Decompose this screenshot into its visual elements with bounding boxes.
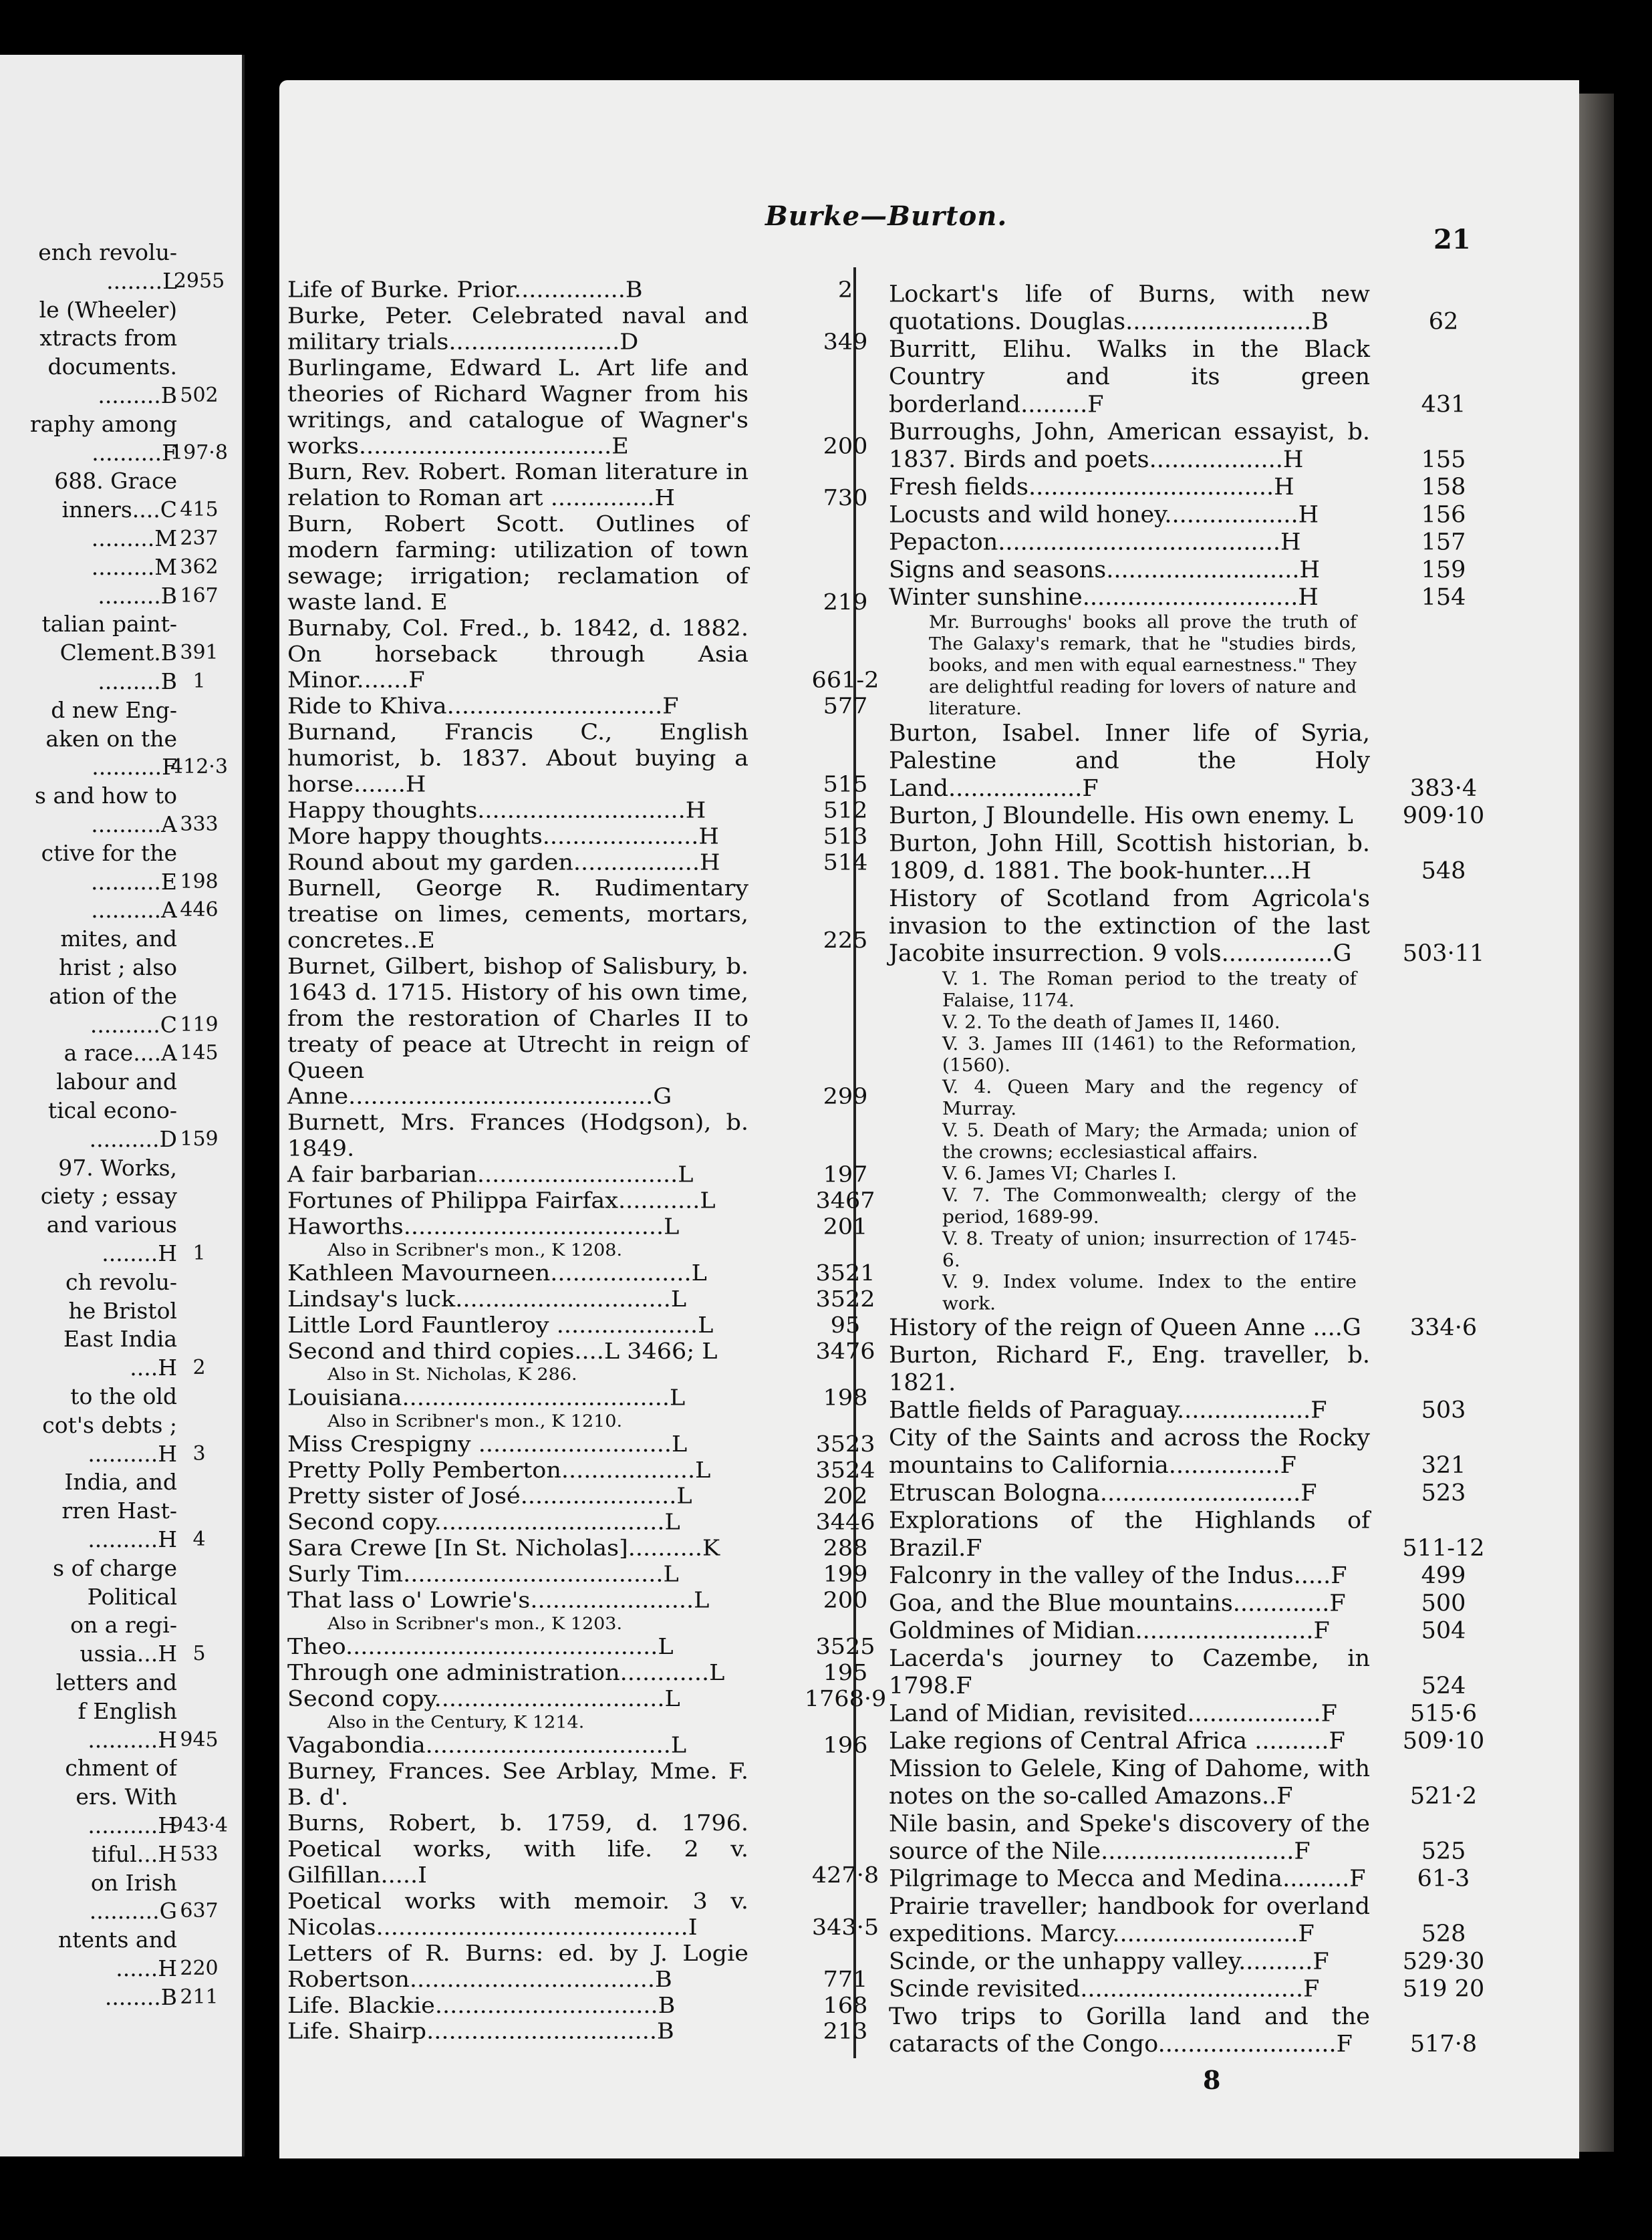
entry-number: 3523	[815, 1432, 875, 1457]
entry-number: 225	[823, 928, 868, 954]
left-page-line: ctive for the	[41, 839, 177, 866]
entry-number: 3476	[815, 1339, 875, 1365]
left-page-number: 5	[192, 1642, 206, 1666]
index-entry: Letters of R. Burns: ed. by J. Logie Robertson.................................B	[287, 1941, 748, 1993]
index-entry: Through one administration............L	[287, 1661, 725, 1686]
left-page-number: 362	[180, 555, 219, 579]
left-page-number: 4	[192, 1528, 206, 1551]
entry-number: 200	[823, 1588, 868, 1613]
index-entry: Lockart's life of Burns, with new quotations. Douglas.........................B	[889, 281, 1370, 335]
left-page-line: 688. Grace	[54, 468, 177, 495]
left-page-number: 198	[180, 869, 219, 893]
index-entry: V. 4. Queen Mary and the regency of Murray.	[942, 1076, 1357, 1119]
index-entry: Burton, John Hill, Scottish historian, b. 1809, d. 1881. The book-hunter....H	[889, 830, 1370, 885]
index-entry: Pepacton......................................H	[889, 529, 1301, 556]
left-page-number: 220	[180, 1957, 219, 1980]
index-entry: Mr. Burroughs' books all prove the truth of The Galaxy's remark, that he "studies birds, books, and men with equal earnestness." They are delightful reading for lovers of nature and literature.	[929, 611, 1357, 719]
entry-number: 529·30	[1402, 1949, 1485, 1975]
left-page-line: Political	[87, 1583, 177, 1610]
left-page-line: labour and	[56, 1069, 177, 1095]
index-entry: V. 8. Treaty of union; insurrection of 1745-6.	[942, 1227, 1357, 1271]
left-page-line: .........B	[98, 668, 177, 694]
entry-number: 95	[830, 1313, 861, 1339]
index-entry: Two trips to Gorilla land and the cataracts of the Congo........................F	[889, 2003, 1370, 2058]
entry-number: 288	[823, 1536, 868, 1561]
index-entry: City of the Saints and across the Rocky mountains to California...............F	[889, 1425, 1370, 1479]
left-page-line: ntents and	[57, 1927, 177, 1953]
entry-number: 3525	[815, 1635, 875, 1660]
index-entry: Burney, Frances. See Arblay, Mme. F. B. d'.	[287, 1759, 748, 1810]
index-entry: Battle fields of Paraguay..................F	[889, 1397, 1327, 1424]
index-entry: Nile basin, and Speke's discovery of the source of the Nile..........................F	[889, 1810, 1370, 1865]
entry-number: 202	[823, 1484, 868, 1510]
entry-number: 157	[1421, 529, 1466, 556]
page-number: 21	[1433, 224, 1471, 255]
index-entry: Life. Shairp...............................B	[287, 2019, 674, 2045]
index-entry: Also in St. Nicholas, K 286.	[327, 1365, 577, 1385]
index-entry: Miss Crespigny ..........................L	[287, 1432, 688, 1457]
left-page-line: rren Hast-	[61, 1498, 177, 1524]
left-page-line: hrist ; also	[59, 954, 177, 980]
index-entry: Locusts and wild honey..................H	[889, 501, 1319, 529]
index-entry: A fair barbarian...........................L	[287, 1162, 694, 1187]
index-entry: Round about my garden.................H	[287, 850, 720, 875]
entry-number: 730	[823, 486, 868, 511]
index-entry: Second copy...............................L	[287, 1510, 680, 1536]
left-page-line: 97. Works,	[58, 1154, 177, 1181]
entry-number: 519 20	[1402, 1976, 1485, 2003]
entry-number: 503·11	[1402, 940, 1485, 968]
entry-number: 155	[1421, 446, 1466, 473]
left-page-number: 637	[180, 1899, 219, 1923]
entry-number: 201	[823, 1214, 868, 1240]
index-entry: Signs and seasons..........................H	[889, 557, 1321, 583]
left-page-number: 533	[180, 1842, 219, 1866]
entry-number: 3467	[815, 1188, 875, 1214]
index-entry: Explorations of the Highlands of Brazil.F	[889, 1508, 1370, 1562]
index-entry: Burton, Isabel. Inner life of Syria, Palestine and the Holy Land..................F	[889, 720, 1370, 802]
entry-number: 517·8	[1409, 2031, 1478, 2058]
index-entry: Burton, J Bloundelle. His own enemy. L	[889, 803, 1353, 829]
entry-number: 334·6	[1409, 1314, 1478, 1341]
entry-number: 548	[1421, 858, 1466, 885]
entry-number: 159	[1421, 557, 1466, 583]
left-page-line: ..........H	[88, 1812, 177, 1838]
index-entry: Lacerda's journey to Cazembe, in 1798.F	[889, 1645, 1370, 1699]
entry-number: 528	[1421, 1921, 1466, 1948]
index-entry: Land of Midian, revisited..................F	[889, 1700, 1337, 1727]
entry-number: 515·6	[1409, 1700, 1478, 1727]
left-page-line: chment of	[65, 1755, 177, 1782]
left-page-line: .........M	[91, 553, 177, 580]
index-entry: Burnand, Francis C., English humorist, b. 1837. About buying a horse.......H	[287, 720, 748, 797]
index-entry: V. 7. The Commonwealth; clergy of the period, 1689-99.	[942, 1184, 1357, 1228]
index-entry: Kathleen Mavourneen...................L	[287, 1261, 707, 1286]
entry-number: 577	[823, 694, 868, 720]
entry-number: 515	[823, 772, 868, 797]
left-page-line: .........M	[91, 525, 177, 551]
entry-number: 219	[823, 590, 868, 615]
entry-number: 198	[823, 1385, 868, 1411]
entry-number: 383·4	[1409, 775, 1478, 802]
entry-number: 62	[1428, 309, 1459, 335]
entry-number: 195	[823, 1661, 868, 1686]
left-page-number: 145	[180, 1041, 219, 1065]
index-entry: Also in Scribner's mon., K 1203.	[327, 1614, 623, 1634]
left-page-line: ciety ; essay	[40, 1183, 177, 1210]
index-entry: Burton, Richard F., Eng. traveller, b. 1821.	[889, 1342, 1370, 1397]
left-page-line: on Irish	[90, 1869, 177, 1896]
left-page-line: ......H	[116, 1955, 177, 1981]
index-entry: Fresh fields.................................H	[889, 474, 1294, 501]
entry-number: 503	[1421, 1397, 1466, 1424]
index-entry: Scinde revisited..............................F	[889, 1976, 1320, 2003]
index-entry: Pretty sister of José.....................L	[287, 1484, 692, 1510]
index-entry: Burn, Rev. Robert. Roman literature in relation to Roman art ..............H	[287, 460, 748, 511]
left-page-number: 415	[180, 498, 219, 522]
index-entry: History of the reign of Queen Anne ....G	[889, 1314, 1361, 1341]
left-page-line: Clement.B	[59, 640, 177, 666]
left-page-line: ..........E	[91, 868, 177, 895]
entry-number: 499	[1421, 1562, 1466, 1589]
left-page-line: ..........A	[91, 811, 177, 837]
index-entry: Sara Crewe [In St. Nicholas]..........K	[287, 1536, 720, 1561]
entry-number: 197	[823, 1162, 868, 1187]
entry-number: 3446	[815, 1510, 875, 1536]
index-entry: Second copy...............................L	[287, 1687, 680, 1712]
entry-number: 158	[1421, 474, 1466, 501]
index-entry: Also in Scribner's mon., K 1210.	[327, 1411, 623, 1431]
left-page-number: 119	[180, 1012, 219, 1036]
left-page-number: 333	[180, 813, 219, 836]
left-page-line: ..........H	[88, 1726, 177, 1753]
index-entry: Pilgrimage to Mecca and Medina.........F	[889, 1866, 1366, 1893]
left-page-number: 3	[192, 1441, 206, 1465]
left-page-line: ..........H	[88, 1440, 177, 1467]
left-page-line: ench revolu-	[38, 239, 177, 265]
index-entry: V. 1. The Roman period to the treaty of Falaise, 1174.	[942, 968, 1357, 1011]
left-page-number: 2955	[173, 269, 225, 293]
index-entry: Burnell, George R. Rudimentary treatise on limes, cements, mortars, concretes..E	[287, 876, 748, 954]
left-page-line: letters and	[55, 1669, 177, 1695]
index-entry: Goldmines of Midian........................F	[889, 1618, 1330, 1645]
index-entry: Also in Scribner's mon., K 1208.	[327, 1240, 623, 1260]
entry-number: 523	[1421, 1480, 1466, 1507]
left-page-line: ........L	[106, 267, 177, 294]
index-entry: Burritt, Elihu. Walks in the Black Country and its green borderland.........F	[889, 336, 1370, 418]
index-entry: More happy thoughts.....................H	[287, 824, 719, 849]
entry-number: 909·10	[1402, 803, 1485, 829]
left-page-number: 237	[180, 527, 219, 550]
index-entry: Louisiana....................................L	[287, 1385, 686, 1411]
index-entry: Burnett, Mrs. Frances (Hodgson), b. 1849.	[287, 1110, 748, 1161]
entry-number: 509·10	[1402, 1728, 1485, 1755]
entry-number: 504	[1421, 1618, 1466, 1645]
left-page-line: ers. With	[76, 1784, 177, 1810]
left-page-number: 945	[180, 1727, 219, 1752]
index-entry: Second and third copies....L 3466; L	[287, 1339, 718, 1365]
index-entry: Scinde, or the unhappy valley..........F	[889, 1949, 1329, 1975]
entry-number: 661-2	[811, 668, 879, 694]
entry-number: 521·2	[1409, 1783, 1478, 1810]
index-entry: Life. Blackie..............................B	[287, 1993, 676, 2019]
left-page-line: ..........G	[89, 1898, 177, 1925]
left-page-line: cot's debts ;	[42, 1411, 177, 1438]
left-page-number: 391	[180, 641, 219, 665]
left-page-line: ..........D	[89, 1125, 177, 1152]
entry-number: 427·8	[811, 1863, 879, 1888]
entry-number: 299	[823, 1085, 868, 1110]
entry-number: 511-12	[1402, 1535, 1485, 1562]
left-page-number: 446	[180, 898, 219, 922]
left-page-number: 159	[180, 1127, 219, 1151]
entry-number: 154	[1421, 584, 1466, 611]
index-entry: Burnet, Gilbert, bishop of Salisbury, b. 1643 d. 1715. History of his own time, from the restoration of Charles II to treaty of peace at Utrecht in reign of Queen Anne.........................................G	[287, 954, 748, 1110]
index-entry: Mission to Gelele, King of Dahome, with notes on the so-called Amazons..F	[889, 1756, 1370, 1810]
index-entry: Winter sunshine.............................H	[889, 584, 1319, 611]
index-entry: Burnaby, Col. Fred., b. 1842, d. 1882. On horseback through Asia Minor.......F	[287, 616, 748, 694]
left-page-line: xtracts from	[39, 325, 177, 352]
left-page-line: le (Wheeler)	[39, 296, 177, 323]
left-page-line: ..........C	[90, 1011, 177, 1038]
entry-number: 213	[823, 2019, 868, 2045]
entry-number: 500	[1421, 1590, 1466, 1617]
index-entry: Theo..........................................L	[287, 1635, 674, 1660]
left-page-number: 943·4	[170, 1814, 228, 1837]
left-page-line: talian paint-	[41, 611, 177, 638]
left-page-number: 211	[180, 1985, 219, 2009]
left-page-line: mites, and	[60, 926, 177, 952]
entry-number: 1768·9	[804, 1687, 887, 1712]
index-entry: Haworths...................................L	[287, 1214, 680, 1240]
left-page-line: ..........F	[92, 439, 177, 466]
entry-number: 512	[823, 798, 868, 823]
index-entry: Burn, Robert Scott. Outlines of modern farming: utilization of town sewage; irrigation; reclamation of waste land. E	[287, 512, 748, 615]
left-page-line: ..........F	[92, 754, 177, 781]
entry-number: 196	[823, 1733, 868, 1758]
entry-number: 199	[823, 1562, 868, 1587]
left-page-line: aken on the	[45, 725, 177, 752]
index-entry: That lass o' Lowrie's......................L	[287, 1588, 710, 1613]
index-entry: V. 9. Index volume. Index to the entire work.	[942, 1270, 1357, 1314]
left-page-line: f English	[78, 1697, 177, 1724]
left-page-line: tiful...H	[91, 1840, 177, 1867]
entry-number: 200	[823, 434, 868, 459]
left-page-line: s and how to	[35, 783, 177, 809]
left-page-line: ..........H	[88, 1526, 177, 1552]
index-entry: Life of Burke. Prior...............B	[287, 277, 643, 303]
left-page-line: tical econo-	[47, 1097, 177, 1123]
entry-number: 3521	[815, 1261, 875, 1286]
left-page-number: 502	[180, 384, 219, 407]
entry-number: 771	[823, 1967, 868, 1993]
index-entry: Poetical works with memoir. 3 v. Nicolas..........................................I	[287, 1889, 748, 1941]
entry-number: 513	[823, 824, 868, 849]
left-page-number: 1	[192, 670, 206, 693]
left-page-line: ........H	[102, 1240, 177, 1266]
index-entry: Surly Tim...................................L	[287, 1562, 679, 1587]
index-entry: V. 3. James III (1461) to the Reformation, (1560).	[942, 1032, 1357, 1077]
left-page-number: 167	[180, 583, 219, 607]
entry-number: 2	[837, 277, 853, 303]
signature-mark: 8	[1203, 2065, 1221, 2095]
entry-number: 431	[1421, 391, 1466, 418]
index-entry: Fortunes of Philippa Fairfax...........L	[287, 1188, 716, 1214]
left-page-number: 1	[192, 1242, 206, 1265]
left-page-line: ussia...H	[80, 1641, 177, 1667]
left-page-number: 197·8	[170, 440, 228, 464]
index-entry: Prairie traveller; handbook for overland expeditions. Marcy.........................F	[889, 1893, 1370, 1948]
entry-number: 524	[1421, 1673, 1466, 1699]
index-entry: Lake regions of Central Africa ..........F	[889, 1728, 1345, 1755]
left-page-line: documents.	[47, 354, 177, 380]
index-entry: Vagabondia.................................L	[287, 1733, 687, 1758]
left-page-line: inners....C	[61, 497, 177, 523]
entry-number: 3524	[815, 1458, 875, 1484]
index-entry: Burns, Robert, b. 1759, d. 1796. Poetical works, with life. 2 v. Gilfillan.....I	[287, 1811, 748, 1888]
left-page-line: .........B	[98, 382, 177, 408]
index-entry: Pretty Polly Pemberton..................L	[287, 1458, 711, 1484]
index-entry: Falconry in the valley of the Indus.....F	[889, 1562, 1347, 1589]
left-page-line: a race....A	[63, 1040, 177, 1067]
entry-number: 349	[823, 329, 868, 355]
entry-number: 156	[1421, 501, 1466, 529]
left-page-line: ........B	[104, 1983, 177, 2010]
index-entry: History of Scotland from Agricola's invasion to the extinction of the last Jacobite insurrection. 9 vols...............G	[889, 885, 1370, 968]
entry-number: 168	[823, 1993, 868, 2019]
left-page-line: on a regi-	[70, 1612, 177, 1639]
left-page-line: raphy among	[29, 410, 177, 437]
entry-number: 3522	[815, 1287, 875, 1312]
left-page-number: 2	[192, 1356, 206, 1380]
index-entry: Lindsay's luck.............................L	[287, 1287, 687, 1312]
left-page-line: he Bristol	[68, 1297, 177, 1324]
index-entry: Ride to Khiva.............................F	[287, 694, 679, 720]
left-page-line: and various	[46, 1212, 177, 1238]
entry-number: 343·5	[811, 1915, 879, 1941]
index-entry: Little Lord Fauntleroy ...................L	[287, 1313, 714, 1339]
entry-number: 525	[1421, 1838, 1466, 1865]
entry-number: 321	[1421, 1452, 1466, 1479]
index-entry: Happy thoughts............................H	[287, 798, 706, 823]
entry-number: 61-3	[1417, 1866, 1470, 1893]
left-page-line: ....H	[130, 1355, 177, 1381]
left-page-line: d new Eng-	[51, 696, 177, 723]
left-page-fragment	[0, 55, 245, 2156]
left-page-line: ..........A	[91, 897, 177, 924]
left-page-line: ation of the	[49, 982, 177, 1009]
left-page-line: to the old	[70, 1383, 177, 1409]
entry-number: 514	[823, 850, 868, 875]
left-page-line: .........B	[98, 582, 177, 609]
left-page-line: ch revolu-	[65, 1268, 177, 1295]
index-entry: Burke, Peter. Celebrated naval and military trials.......................D	[287, 303, 748, 355]
index-entry: Etruscan Bologna...........................F	[889, 1480, 1317, 1507]
index-entry: Also in the Century, K 1214.	[327, 1713, 585, 1732]
index-entry: Burlingame, Edward L. Art life and theories of Richard Wagner from his writings, and catalogue of Wagner's works..................................E	[287, 356, 748, 459]
running-head: Burke—Burton.	[765, 200, 1008, 232]
index-entry: V. 5. Death of Mary; the Armada; union of the crowns; ecclesiastical affairs.	[942, 1119, 1357, 1163]
index-entry: V. 6. James VI; Charles I.	[942, 1162, 1177, 1185]
left-page-line: s of charge	[53, 1554, 177, 1581]
index-entry: Goa, and the Blue mountains.............F	[889, 1590, 1346, 1617]
index-entry: Burroughs, John, American essayist, b. 1837. Birds and poets..................H	[889, 419, 1370, 473]
index-entry: V. 2. To the death of James II, 1460.	[942, 1010, 1280, 1033]
left-page-line: India, and	[64, 1469, 177, 1496]
left-page-number: 412·3	[170, 755, 228, 779]
left-page-line: East India	[63, 1326, 177, 1353]
